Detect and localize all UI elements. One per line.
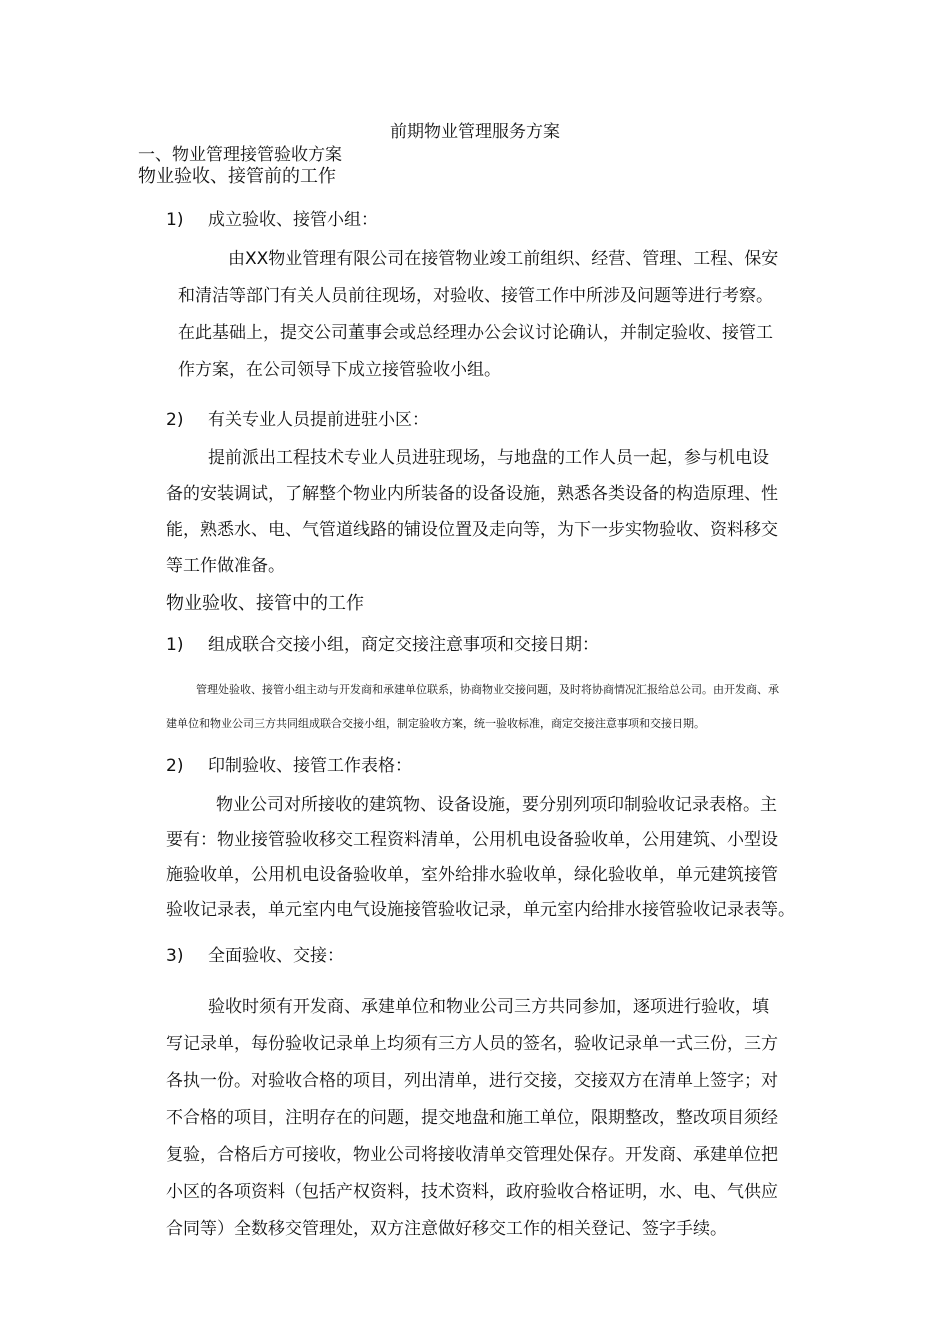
- paragraph-line: 在此基础上，提交公司董事会或总经理办公会议讨论确认，并制定验收、接管工: [178, 323, 773, 343]
- paragraph-line: 由XX物业管理有限公司在接管物业竣工前组织、经营、管理、工程、保安: [228, 249, 779, 269]
- paragraph-line: 合同等）全数移交管理处，双方注意做好移交工作的相关登记、签字手续。: [166, 1219, 727, 1239]
- section-heading: 一、物业管理接管验收方案: [138, 145, 342, 165]
- paragraph-line: 建单位和物业公司三方共同组成联合交接小组，制定验收方案，统一验收标准，商定交接注意事项和交接日期。: [166, 717, 705, 730]
- list-item: [166, 630, 599, 655]
- paragraph-line: 施验收单，公用机电设备验收单，室外给排水验收单，绿化验收单，单元建筑接管: [166, 865, 778, 885]
- paragraph: [178, 241, 778, 389]
- paragraph-line: 验收记录表，单元室内电气设施接管验收记录，单元室内给排水接管验收记录表等。: [166, 900, 795, 920]
- paragraph: [166, 989, 778, 1248]
- paragraph-line: 不合格的项目，注明存在的问题，提交地盘和施工单位，限期整改，整改项目须经: [166, 1108, 778, 1128]
- paragraph-line: 管理处验收、接管小组主动与开发商和承建单位联系，协商物业交接问题，及时将协商情况汇报给总公司。由开发商、承: [196, 683, 779, 696]
- paragraph-line: 能，熟悉水、电、气管道线路的铺设位置及走向等，为下一步实物验收、资料移交: [166, 520, 778, 540]
- page-title: 前期物业管理服务方案: [390, 122, 560, 142]
- list-item: [166, 751, 412, 776]
- item-number: 2): [166, 756, 184, 776]
- paragraph-line: 复验，合格后方可接收，物业公司将接收清单交管理处保存。开发商、承建单位把: [166, 1145, 778, 1165]
- paragraph-line: 写记录单，每份验收记录单上均须有三方人员的签名，验收记录单一式三份，三方: [166, 1034, 778, 1054]
- paragraph: [166, 788, 795, 928]
- paragraph-line: 备的安装调试，了解整个物业内所装备的设备设施，熟悉各类设备的构造原理、性: [166, 484, 778, 504]
- paragraph-line: 各执一份。对验收合格的项目，列出清单，进行交接，交接双方在清单上签字；对: [166, 1071, 778, 1091]
- paragraph-line: 要有：物业接管验收移交工程资料清单，公用机电设备验收单，公用建筑、小型设: [166, 830, 778, 850]
- item-text: 成立验收、接管小组：: [208, 210, 378, 230]
- paragraph-line: 物业公司对所接收的建筑物、设备设施，要分别列项印制验收记录表格。主: [216, 795, 777, 815]
- paragraph-line: 小区的各项资料（包括产权资料，技术资料，政府验收合格证明，水、电、气供应: [166, 1182, 778, 1202]
- paragraph-line: 等工作做准备。: [166, 556, 285, 576]
- paragraph-line: 提前派出工程技术专业人员进驻现场，与地盘的工作人员一起，参与机电设: [208, 448, 769, 468]
- item-text: 有关专业人员提前进驻小区：: [208, 410, 429, 430]
- paragraph-line: 验收时须有开发商、承建单位和物业公司三方共同参加，逐项进行验收，填: [208, 997, 769, 1017]
- paragraph: [166, 673, 779, 741]
- paragraph-line: 和清洁等部门有关人员前往现场，对验收、接管工作中所涉及问题等进行考察。: [178, 286, 773, 306]
- item-number: 1): [166, 210, 184, 230]
- list-item: [166, 405, 429, 430]
- paragraph-line: 作方案，在公司领导下成立接管验收小组。: [178, 360, 501, 380]
- list-item: [166, 941, 344, 966]
- subsection-heading: 物业验收、接管前的工作: [138, 166, 336, 187]
- item-number: 2): [166, 410, 184, 430]
- item-text: 全面验收、交接：: [208, 946, 344, 966]
- item-number: 3): [166, 946, 184, 966]
- item-number: 1): [166, 635, 184, 655]
- paragraph: [166, 440, 778, 584]
- item-text: 印制验收、接管工作表格：: [208, 756, 412, 776]
- item-text: 组成联合交接小组，商定交接注意事项和交接日期：: [208, 635, 599, 655]
- list-item: [166, 205, 378, 230]
- subsection-heading: 物业验收、接管中的工作: [166, 593, 364, 614]
